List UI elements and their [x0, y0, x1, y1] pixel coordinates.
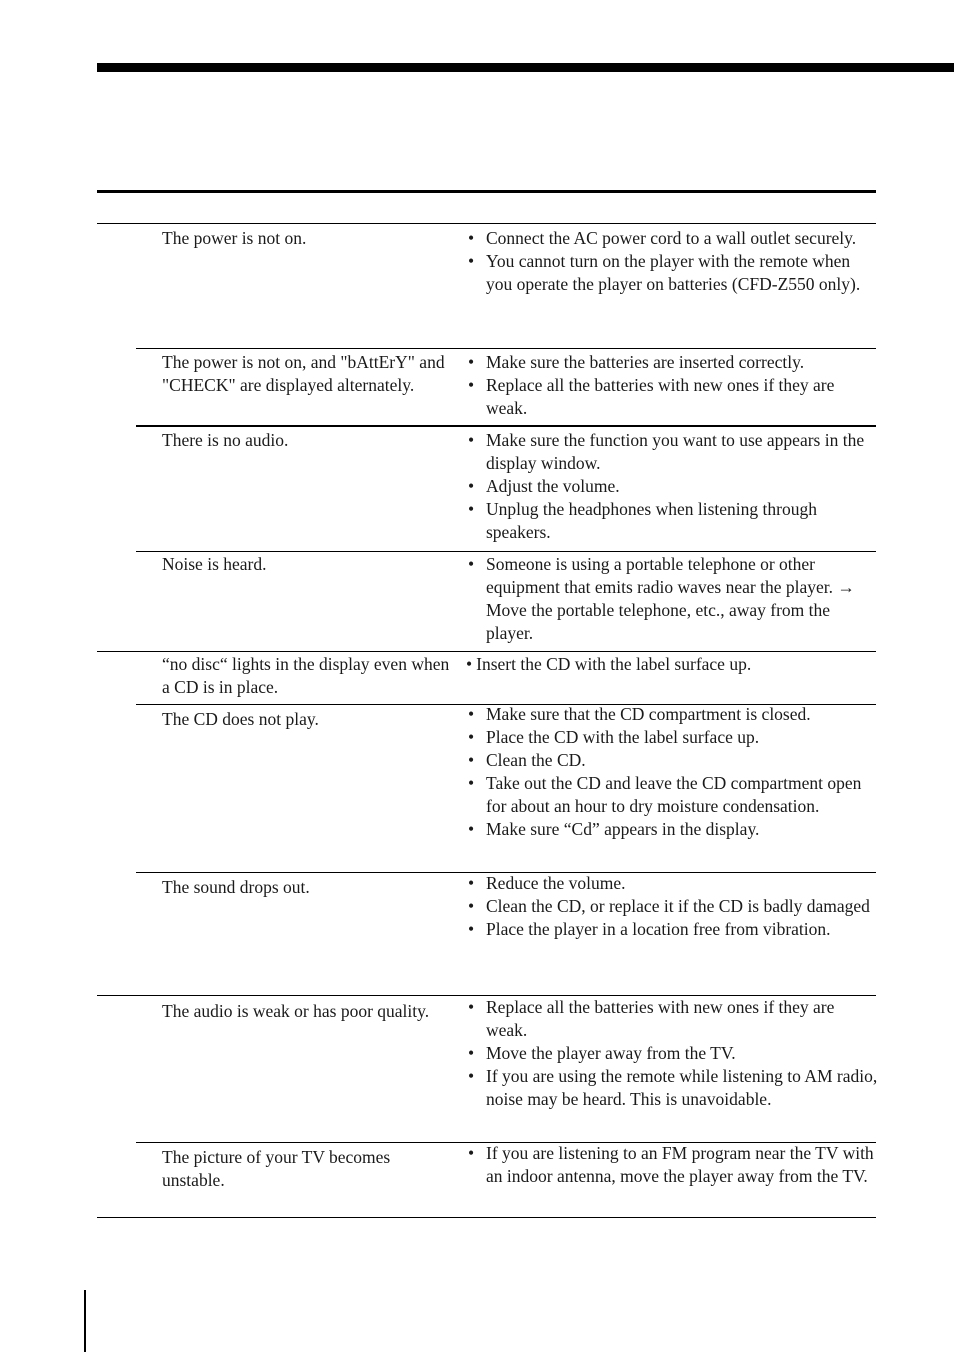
remedy-item: • Replace all the batteries with new ones if they are weak.	[468, 997, 835, 1040]
remedy-item: • Someone is using a portable telephone or other equipment that emits radio waves near the player. → Move the portable telephone, etc., away from the player.	[468, 554, 855, 643]
bullet-icon: •	[468, 919, 475, 939]
bullet-icon: •	[468, 251, 475, 271]
remedy-item: • Clean the CD, or replace it if the CD is badly damaged	[468, 896, 870, 916]
remedy-item: • Take out the CD and leave the CD compartment open for about an hour to dry moisture condensation.	[468, 773, 862, 816]
problem-text: The power is not on.	[162, 228, 307, 248]
bullet-icon: •	[468, 997, 475, 1017]
table-bottom-rule	[97, 1217, 876, 1218]
remedy-item: • Clean the CD.	[468, 750, 586, 770]
bullet-icon: •	[466, 654, 473, 674]
remedy-list	[466, 653, 878, 676]
page-margin-line	[84, 1290, 86, 1352]
bullet-icon: •	[468, 819, 475, 839]
remedy-list	[466, 996, 878, 1111]
remedy-item: • Connect the AC power cord to a wall outlet securely.	[468, 228, 857, 248]
bullet-icon: •	[468, 750, 475, 770]
remedy-item: • You cannot turn on the player with the remote when you operate the player on batteries (CFD-Z550 only).	[468, 251, 861, 294]
bullet-icon: •	[468, 896, 475, 916]
section-divider	[97, 223, 876, 224]
bullet-icon: •	[468, 375, 475, 395]
remedy-list	[466, 703, 878, 841]
problem-text: Noise is heard.	[162, 554, 267, 574]
bullet-icon: •	[468, 1066, 475, 1086]
remedy-item: • Replace all the batteries with new ones if they are weak.	[468, 375, 835, 418]
problem-text: The picture of your TV becomes unstable.	[162, 1147, 391, 1190]
remedy-item: • Make sure that the CD compartment is closed.	[468, 704, 811, 724]
remedy-item: • Place the player in a location free from vibration.	[468, 919, 831, 939]
bullet-icon: •	[468, 352, 475, 372]
remedy-item: • Make sure “Cd” appears in the display.	[468, 819, 760, 839]
remedy-item: • Unplug the headphones when listening through speakers.	[468, 499, 817, 542]
bullet-icon: •	[468, 476, 475, 496]
table-header-rule	[97, 190, 876, 193]
bullet-icon: •	[468, 554, 475, 574]
bullet-icon: •	[468, 727, 475, 747]
remedy-list	[466, 872, 878, 941]
remedy-item: • Adjust the volume.	[468, 476, 620, 496]
bullet-icon: •	[468, 228, 475, 248]
problem-text: The CD does not play.	[162, 709, 319, 729]
bullet-icon: •	[468, 704, 475, 724]
remedy-item: • Make sure the function you want to use appears in the display window.	[468, 430, 865, 473]
problem-text: There is no audio.	[162, 430, 289, 450]
problem-text: The power is not on, and "bAttErY" and "CHECK" are displayed alternately.	[162, 352, 445, 395]
problem-text: The audio is weak or has poor quality.	[162, 1001, 430, 1021]
remedy-list	[466, 351, 878, 420]
row-divider	[136, 551, 876, 552]
remedy-list	[466, 227, 878, 296]
row-divider	[136, 348, 876, 349]
section-divider	[97, 651, 876, 652]
remedy-item: • Reduce the volume.	[468, 873, 626, 893]
bullet-icon: •	[468, 773, 475, 793]
problem-text: “no disc“ lights in the display even when a CD is in place.	[162, 654, 450, 697]
remedy-list	[466, 1142, 878, 1188]
remedy-list	[466, 553, 878, 645]
remedy-item: • If you are using the remote while listening to AM radio, noise may be heard. This is unavoidable.	[468, 1066, 878, 1109]
bullet-icon: •	[468, 499, 475, 519]
remedy-item: • Place the CD with the label surface up.	[468, 727, 760, 747]
bullet-icon: •	[468, 873, 475, 893]
bullet-icon: •	[468, 1143, 475, 1163]
remedy-list	[466, 429, 878, 544]
problem-text: The sound drops out.	[162, 877, 310, 897]
top-black-bar	[97, 63, 954, 72]
remedy-item: • If you are listening to an FM program near the TV with an indoor antenna, move the player away from the TV.	[468, 1143, 874, 1186]
row-divider	[136, 425, 876, 427]
remedy-item: • Insert the CD with the label surface up.	[466, 654, 752, 674]
remedy-item: • Move the player away from the TV.	[468, 1043, 736, 1063]
remedy-item: • Make sure the batteries are inserted correctly.	[468, 352, 805, 372]
bullet-icon: •	[468, 1043, 475, 1063]
bullet-icon: •	[468, 430, 475, 450]
